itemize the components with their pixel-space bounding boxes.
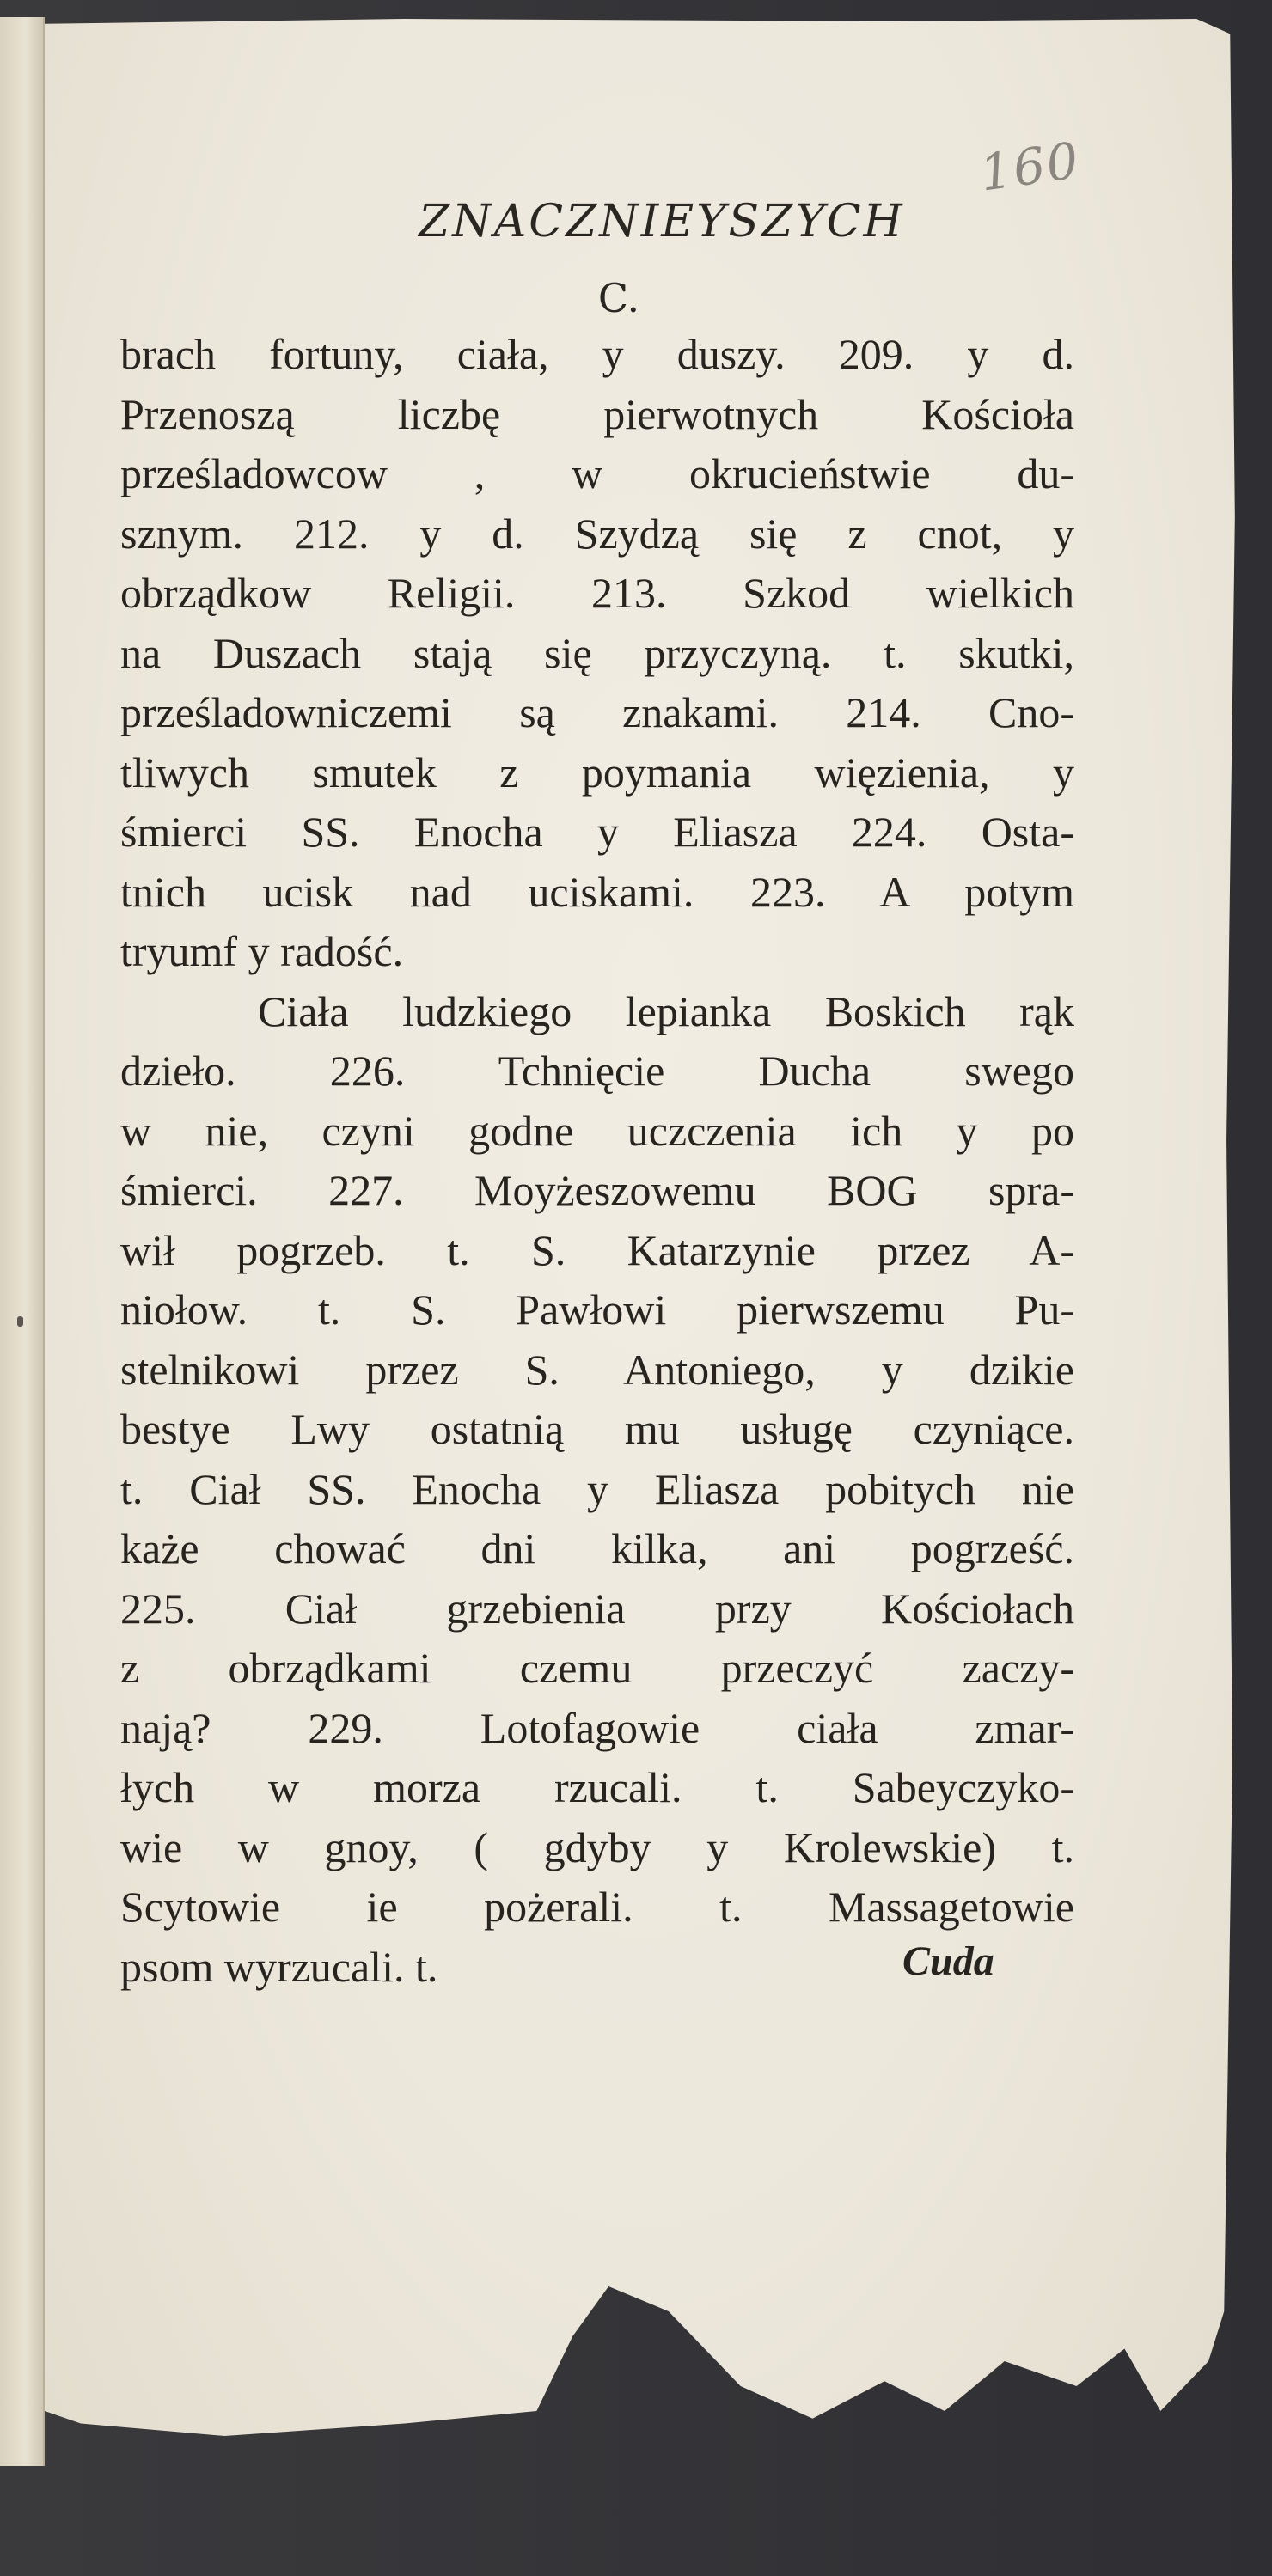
text-line: stelnikowi przez S. Antoniego, y dzikie (120, 1345, 1074, 1394)
text-line: tryumf y radość. (120, 927, 404, 975)
text-line: dzieło. 226. Tchnięcie Ducha swego (120, 1047, 1074, 1095)
text-line: psom wyrzucali. t. (120, 1942, 438, 1991)
text-line: tliwych smutek z poymania więzienia, y (120, 748, 1074, 797)
body-text (120, 325, 1074, 1997)
text-line: Scytowie ie pożerali. t. Massagetowie (120, 1883, 1074, 1931)
text-line: 225. Ciał grzebienia przy Kościołach (120, 1584, 1074, 1633)
text-line: bestye Lwy ostatnią mu usługę czyniące. (120, 1405, 1074, 1453)
text-line: brach fortuny, ciała, y duszy. 209. y d. (120, 330, 1074, 378)
text-line: każe chować dni kilka, ani pogrześć. (120, 1524, 1074, 1572)
text-line: wie w gnoy, ( gdyby y Krolewskie) t. (120, 1822, 1074, 1871)
paragraph-start-line: Ciała ludzkiego lepianka Boskich rąk (258, 986, 1074, 1035)
text-line: śmierci SS. Enocha y Eliasza 224. Osta- (120, 808, 1074, 856)
text-line: nają? 229. Lotofagowie ciała zmar- (120, 1703, 1074, 1752)
text-line: sznym. 212. y d. Szydzą się z cnot, y (120, 509, 1074, 558)
ink-mark (17, 1316, 23, 1327)
text-line: z obrządkami czemu przeczyć zaczy- (120, 1644, 1074, 1692)
text-line: śmierci. 227. Moyżeszowemu BOG spra- (120, 1166, 1074, 1214)
text-line: tnich ucisk nad uciskami. 223. A potym (120, 867, 1074, 916)
folio-number: 160 (975, 131, 1084, 203)
section-letter: C. (597, 275, 640, 321)
text-line: Przenoszą liczbę pierwotnych Kościoła (120, 389, 1074, 438)
running-heading: ZNACZNIEYSZYCH (419, 196, 905, 247)
text-line: prześladowcow , w okrucieństwie du- (120, 449, 1074, 497)
left-page-edge (0, 17, 45, 2466)
text-line: łych w morza rzucali. t. Sabeyczyko- (120, 1763, 1074, 1811)
text-line: t. Ciał SS. Enocha y Eliasza pobitych nie (120, 1464, 1074, 1513)
text-line: na Duszach stają się przyczyną. t. skutki, (120, 628, 1074, 677)
text-line: prześladowniczemi są znakami. 214. Cno- (120, 688, 1074, 736)
catchword: Cuda (902, 1938, 994, 1984)
text-line: wił pogrzeb. t. S. Katarzynie przez A- (120, 1225, 1074, 1274)
text-line: w nie, czyni godne uczczenia ich y po (120, 1106, 1074, 1155)
text-line: obrządkow Religii. 213. Szkod wielkich (120, 569, 1074, 617)
text-line: niołow. t. S. Pawłowi pierwszemu Pu- (120, 1285, 1074, 1334)
